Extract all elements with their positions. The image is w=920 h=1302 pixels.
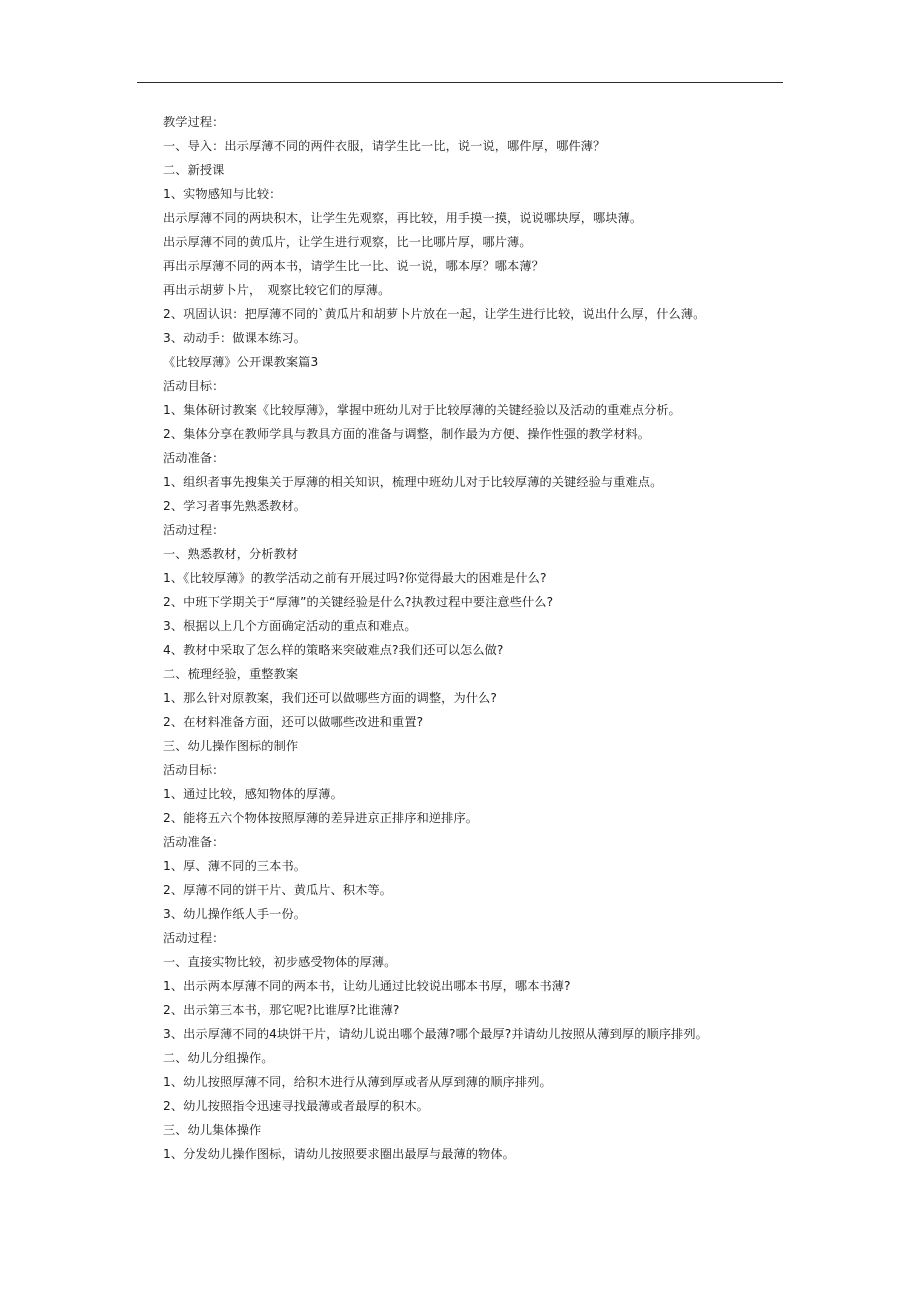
text-line: 活动过程： — [163, 523, 225, 537]
text-line: 一、直接实物比较，初步感受物体的厚薄。 — [163, 955, 397, 969]
text-line: 活动目标： — [163, 379, 225, 393]
text-line: 1、出示两本厚薄不同的两本书，让幼儿通过比较说出哪本书厚，哪本书薄? — [163, 979, 571, 993]
text-line: 再出示厚薄不同的两本书，请学生比一比、说一说，哪本厚？哪本薄？ — [163, 259, 544, 273]
text-line: 2、能将五六个物体按照厚薄的差异进京正排序和逆排序。 — [163, 811, 479, 825]
text-line: 1、厚、薄不同的三本书。 — [163, 859, 307, 873]
text-line: 一、导入：出示厚薄不同的两件衣服，请学生比一比，说一说，哪件厚，哪件薄？ — [163, 139, 606, 153]
text-line: 活动准备： — [163, 451, 225, 465]
text-line: 2、出示第三本书，那它呢?比谁厚?比谁薄? — [163, 1003, 400, 1017]
text-line: 1、《比较厚薄》的教学活动之前有开展过吗?你觉得最大的困难是什么? — [163, 571, 547, 585]
text-line: 1、分发幼儿操作图标，请幼儿按照要求圈出最厚与最薄的物体。 — [163, 1147, 515, 1161]
text-line: 1、集体研讨教案《比较厚薄》，掌握中班幼儿对于比较厚薄的关键经验以及活动的重难点分析。 — [163, 403, 681, 417]
header-rule — [137, 82, 783, 83]
text-line: 1、通过比较，感知物体的厚薄。 — [163, 787, 343, 801]
text-line: 3、根据以上几个方面确定活动的重点和难点。 — [163, 619, 417, 633]
text-line: 3、动动手：做课本练习。 — [163, 331, 307, 345]
text-line: 二、新授课 — [163, 163, 225, 177]
text-line: 出示厚薄不同的两块积木，让学生先观察，再比较，用手摸一摸，说说哪块厚，哪块薄。 — [163, 211, 643, 225]
text-line: 活动准备： — [163, 835, 225, 849]
text-line: 2、学习者事先熟悉教材。 — [163, 499, 307, 513]
text-line: 1、那么针对原教案，我们还可以做哪些方面的调整，为什么? — [163, 691, 497, 705]
text-line: 3、幼儿操作纸人手一份。 — [163, 907, 307, 921]
text-line: 活动目标： — [163, 763, 225, 777]
text-line: 2、幼儿按照指令迅速寻找最薄或者最厚的积木。 — [163, 1099, 429, 1113]
text-line: 1、幼儿按照厚薄不同，给积木进行从薄到厚或者从厚到薄的顺序排列。 — [163, 1075, 552, 1089]
text-line: 2、厚薄不同的饼干片、黄瓜片、积木等。 — [163, 883, 393, 897]
text-line: 2、在材料准备方面，还可以做哪些改进和重置? — [163, 715, 424, 729]
text-line: 二、幼儿分组操作。 — [163, 1051, 274, 1065]
section-title: 《比较厚薄》公开课教案篇3 — [163, 355, 319, 369]
text-line: 1、组织者事先搜集关于厚薄的相关知识，梳理中班幼儿对于比较厚薄的关键经验与重难点。 — [163, 475, 663, 489]
text-line: 出示厚薄不同的黄瓜片，让学生进行观察，比一比哪片厚，哪片薄。 — [163, 235, 532, 249]
text-line: 3、出示厚薄不同的4块饼干片，请幼儿说出哪个最薄?哪个最厚?并请幼儿按照从薄到厚的顺序排列。 — [163, 1027, 708, 1041]
text-line: 1、实物感知与比较： — [163, 187, 282, 201]
document-body — [163, 110, 803, 1166]
text-line: 三、幼儿集体操作 — [163, 1123, 262, 1137]
text-line: 一、熟悉教材，分析教材 — [163, 547, 299, 561]
text-line: 2、集体分享在教师学具与教具方面的准备与调整，制作最为方便、操作性强的教学材料。 — [163, 427, 651, 441]
text-line: 2、中班下学期关于“厚薄”的关键经验是什么?执教过程中要注意些什么? — [163, 595, 554, 609]
text-line: 2、巩固认识：把厚薄不同的`黄瓜片和胡萝卜片放在一起，让学生进行比较，说出什么厚，什么薄。 — [163, 307, 706, 321]
text-line: 三、幼儿操作图标的制作 — [163, 739, 299, 753]
text-line: 二、梳理经验，重整教案 — [163, 667, 299, 681]
text-line: 活动过程： — [163, 931, 225, 945]
text-line: 再出示胡萝卜片， 观察比较它们的厚薄。 — [163, 283, 391, 297]
text-line: 教学过程： — [163, 115, 225, 129]
text-line: 4、教材中采取了怎么样的策略来突破难点?我们还可以怎么做? — [163, 643, 504, 657]
